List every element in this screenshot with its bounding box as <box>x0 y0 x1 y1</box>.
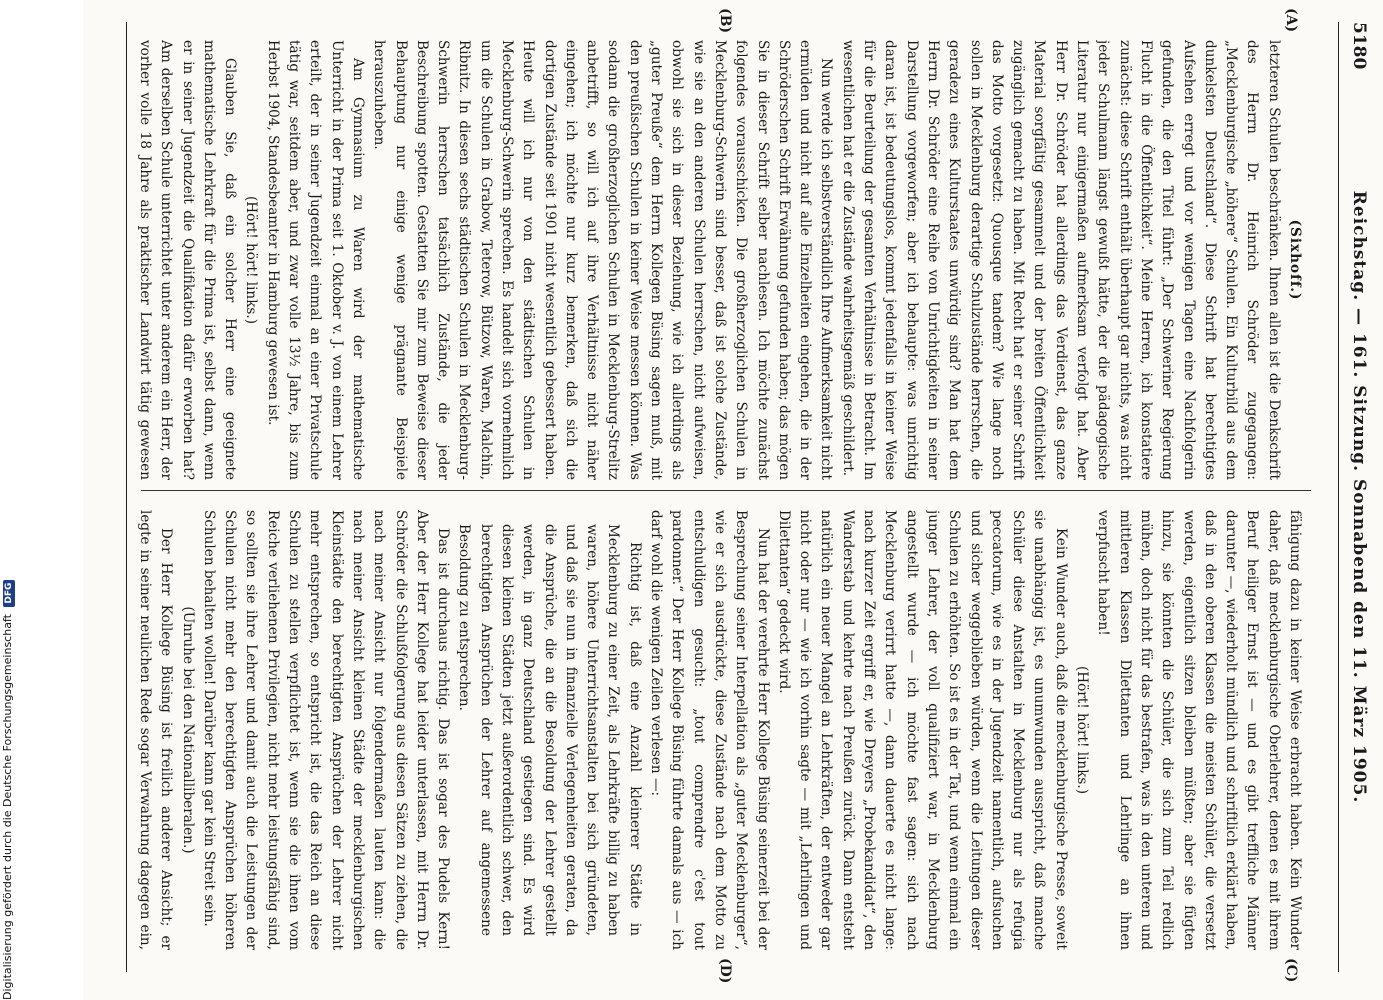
footer-rule <box>126 22 127 972</box>
page-number: 5180 <box>1349 22 1369 70</box>
paragraph: Das ist durchaus richtig. Das ist sogar des Pudels Kern! Aber der Herr Kollege hat leider unterlassen, mit Herrn Dr. Schröder die Schlußfolgerung aus diesen Sätzen zu ziehen, die nach meiner Ansicht nur folgendermaßen lauten kann: die nach meiner Ansicht kleinen Städte der mecklenburgischen Kleinstädte den berechtigten Ansprüchen der Lehrer nicht mehr entsprechen, so entspricht ist, die das Reich an diese Schulen zu stellen verpflichtet ist, wenn sie die ihnen vom Reiche verliehenen Privilegien, nicht mehr leistungsfähig sind, so sollten sie ihre Lehrer und damit auch die Leistungen der Schulen nicht mehr den berechtigten Ansprüchen höheren Schulen behalten wollen! Darüber kann gar kein Streit sein. <box>200 510 452 950</box>
left-column <box>135 40 1305 480</box>
paragraph: Am Gymnasium zu Waren wird der mathematische Unterricht in der Prima seit 1. Oktober v. J. von einem Lehrer erteilt, der in seiner Jugendzeit einmal an einer Privatschule tätig war, seitdem aber, und zwar volle 13½ Jahre, bis zum Herbst 1904, Standesbeamter in Hamburg gewesen ist. <box>264 40 366 480</box>
right-column <box>135 510 1305 950</box>
page-header <box>1345 22 1375 972</box>
paragraph: Glauben Sie, daß ein solcher Herr eine geeignete mathematische Lehrkraft für die Prima ist, selbst dann, wenn er in seiner Jugendzeit die Qualifikation dafür erworben hat? Am derselben Schule unterrichtet unter anderem ein Herr, der vorher volle 18 Jahre als praktischer Landwirt tätig gewesen <box>136 40 239 480</box>
margin-letter-d: (D) <box>717 958 733 984</box>
document-page <box>83 0 1383 1000</box>
dfg-logo: DFG <box>3 580 15 607</box>
paragraph: Nun werde ich selbstverständlich Ihre Aufmerksamkeit nicht ermüden und nicht auf alle Einzelheiten eingehen, die in der Schröderschen Schrift Erwähnung gefunden haben; das mögen Sie in dieser Schrift selber nachlesen. Ich möchte zunächst folgendes vorausschicken. Die großherzoglichen Schulen in Mecklenburg-Schwerin sind besser, daß ist solche Zustände, wie sie an den anderen Schulen herrschen, nicht aufweisen, obwohl sie sich in dieser Beziehung, wie ich allerdings als „guter Preuße“ dem Herrn Kollegen Büsing sagen muß, mit den preußischen Schulen in keiner Weise messen können. Was sodann die großherzoglichen Schulen in Mecklenburg-Strelitz anbetrifft, so will ich auf ihre Verhältnisse nicht näher eingehen; ich möchte nur kurz bemerken, daß sich die dortigen Zustände seit 1901 nicht wesentlich gebessert haben. Heute will ich nur von den städtischen Schulen in Mecklenburg-Schwerin sprechen. Es handelt sich vornehmlich um die Schulen in Grabow, Teterow, Bützow, Waren, Malchin, Ribnitz. In diesen sechs städtischen Schulen in Mecklenburg-Schwerin herrschen tatsächlich Zustände, die jeder Beschreibung spotten. Gestatten Sie mir zum Beweise dieser Behauptung nur einige wenige prägnante Beispiele herauszuheben. <box>371 40 835 480</box>
margin-letter-b: (B) <box>717 8 733 34</box>
header-rule <box>1338 22 1339 972</box>
paragraph: Kein Wunder auch, daß die mecklenburgische Presse, soweit sie unabhängig ist, es unumwunden ausspricht, daß manche Schüler diese Anstalten in Mecklenburg nur als refugia peccatorum, wie es in der Jugendzeit namentlich, aufsuchen und sicher weggeblieben würden, wenn die Leitungen dieser Schulen zu erhöhten. So ist es in der Tat, und wenn einmal ein junger Lehrer, der voll qualifiziert war, in Mecklenburg angestellt wurde — ich möchte fast sagen: sich nach Mecklenburg verirrt hatte —, dann dauerte es nicht lange: nach kurzer Zeit ergriff er, wie Dreyers „Probekandidat“, den Wanderstab und kehrte nach Preußen zurück. Dann entsteht natürlich ein neuer Mangel an Lehrkräften, der entweder gar nicht oder nur — wie ich vorhin sagte — mit „Lehrlingen und Dilettanten“ gedeckt wird. <box>775 510 1069 950</box>
interjection: (Hört! hört! links.) <box>243 195 260 325</box>
margin-letter-c: (C) <box>1283 958 1299 983</box>
paragraph: fähigung dazu in keiner Weise erbracht haben. Kein Wunder daher, daß mecklenburgische Oberlehrer, denen es mit ihrem Beruf heiliger Ernst ist — und es gibt treffliche Männer darunter —, wiederholt mündlich und schriftlich erklärt haben, daß in den oberen Klassen die meisten Schüler, die versetzt werden, eigentlich sitzen bleiben müßten; aber sie fügten hinzu, sie könnten die Schüler, die sich zum Teil redlich mühen, doch nicht für das bestrafen, was in den unteren und mittleren Klassen Dilettanten und Lehrlinge an ihnen verpfuscht haben! <box>1095 510 1303 950</box>
digitization-credit <box>1 580 15 1000</box>
credit-text: Digitalisierung gefördert durch die Deutsche Forschungsgemeinschaft <box>1 614 14 1000</box>
page-title: Reichstag. — 161. Sitzung. Sonnabend den 11. März 1905. <box>1349 190 1369 804</box>
column-divider <box>141 490 1311 491</box>
interjection: (Hört! hört! links.) <box>1074 665 1091 795</box>
paragraph: Nun hat der verehrte Herr Kollege Büsing seinerzeit bei der Besprechung seiner Interpellation als „guter Mecklenburger“, wie er sich ausdrückte, diese Zustände nach dem Motto zu entschuldigen gesucht: „tout comprendre c'est tout pardonner.“ Der Herr Kollege Büsing führte damals aus — ich darf wohl die wenigen Zeilen verlesen —: <box>648 510 771 950</box>
paragraph: letzteren Schulen beschränken. Ihnen allen ist die Denkschrift des Herrn Dr. Heinrich Schröder zugegangen: „Mecklenburgische „höhere“ Schulen. Ein Kulturbild aus dem dunkelsten Deutschland“. Diese Schrift hat berechtigtes Aufsehen erregt und vor wenigen Tagen eine Nachfolgerin gefunden, die den Titel führt: „Der Schweriner Regierung Flucht in die Öffentlichkeit“. Meine Herren, ich konstatiere zunächst: diese Schrift enthält überhaupt gar nichts, was nicht jeder Schulmann längst gewußt hätte, der die pädagogische Literatur nur einigermaßen aufmerksam verfolgt hat. Aber Herr Dr. Schröder hat allerdings das Verdienst, das ganze Material sorgfältig gesammelt und der breiten Öffentlichkeit zugänglich gemacht zu haben. Mit Recht hat er seiner Schrift das Motto vorgesetzt: Quousque tandem? Wie lange noch sollen in Mecklenburg derartige Schulzustände herrschen, die geradezu eines Kulturstaates unwürdig sind? Man hat dem Herrn Dr. Schröder eine Reihe von Unrichtigkeiten in seiner Darstellung vorgeworfen; aber ich behaupte: was unrichtig daran ist, ist bedeutungslos, kommt jedenfalls in keiner Weise für die Beurteilung der gesamten Verhältnisse in Betracht. Im wesentlichen hat er die Zustände wahrheitsgemäß geschildert. <box>839 40 1282 480</box>
paragraph: Der Herr Kollege Büsing ist freilich anderer Ansicht; er legte in seiner neulichen Rede sogar Verwahrung dagegen ein, <box>136 510 175 950</box>
speaker-tag: (Sixhoff.) <box>1287 219 1303 301</box>
quoted-paragraph: Richtig ist, daß eine Anzahl kleinerer Städte in Mecklenburg zu einer Zeit, als Lehrkräfte billig zu haben waren, höhere Unterrichtsanstalten bei sich gründeten, und daß sie nun in finanzielle Verlegenheiten geraten, da die Ansprüche, die an die Besoldung der Lehrer gestellt werden, in ganz Deutschland gestiegen sind. Es wird diesen kleinen Städten jetzt außerordentlich schwer, den berechtigten Ansprüchen der Lehrer auf angemessene Besoldung zu entsprechen. <box>456 524 643 936</box>
interjection: (Unruhe bei den Nationalliberalen.) <box>179 606 196 854</box>
margin-letter-a: (A) <box>1283 8 1299 33</box>
